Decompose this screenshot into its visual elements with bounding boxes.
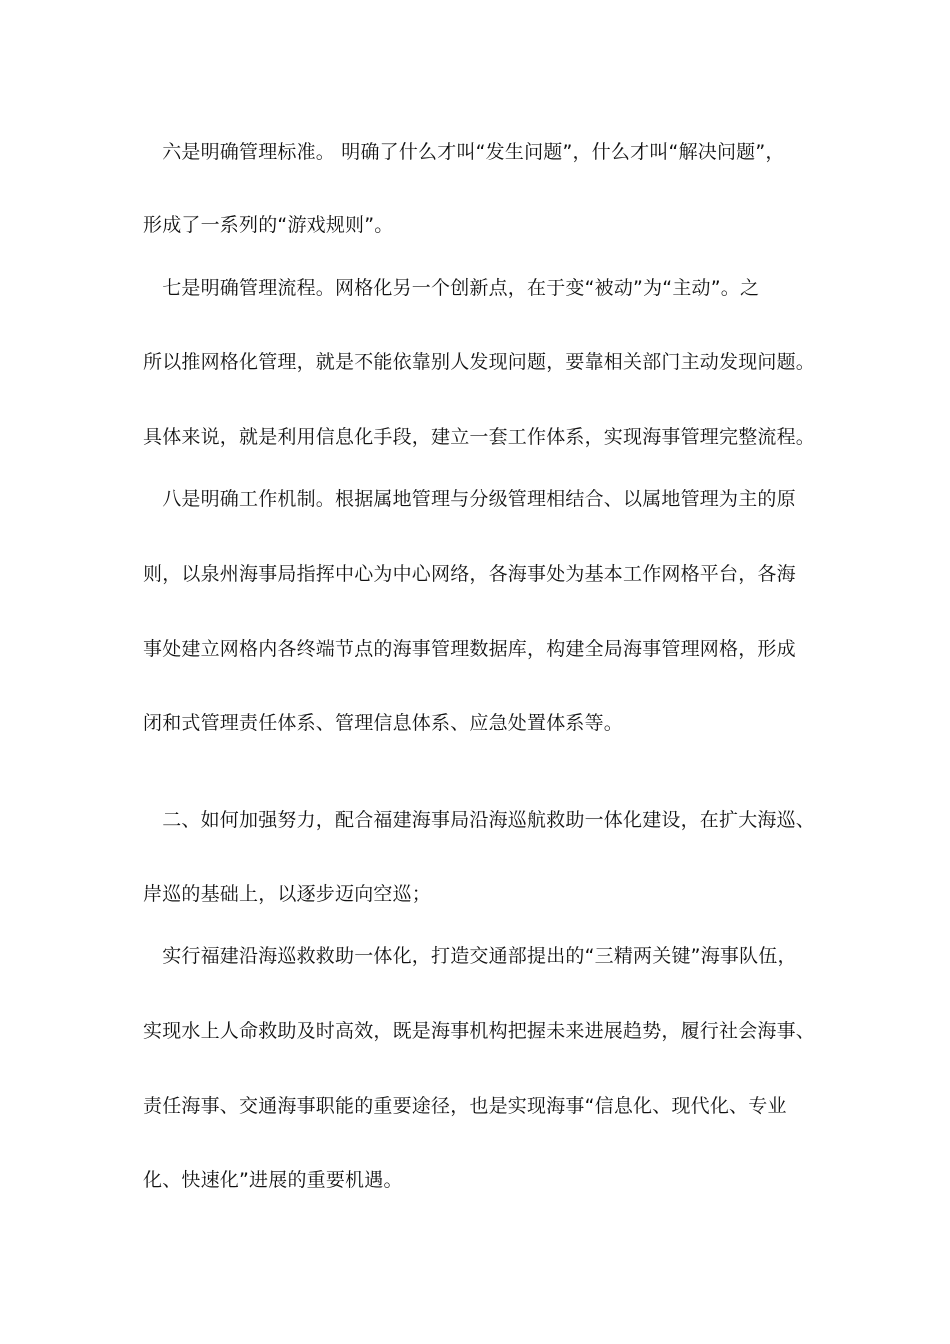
- text-line: 二、如何加强努力，配合福建海事局沿海巡航救助一体化建设，在扩大海巡、: [143, 809, 816, 831]
- text-line: 八是明确工作机制。根据属地管理与分级管理相结合、以属地管理为主的原: [143, 488, 796, 510]
- text-line: 岸巡的基础上，以逐步迈向空巡；: [143, 883, 432, 905]
- text-line: 责任海事、交通海事职能的重要途径，也是实现海事“信息化、现代化、专业: [143, 1095, 787, 1117]
- text-line: 实行福建沿海巡救救助一体化，打造交通部提出的“三精两关键”海事队伍，: [143, 945, 797, 967]
- text-line: 形成了一系列的“游戏规则”。: [143, 214, 394, 236]
- text-line: 实现水上人命救助及时高效，既是海事机构把握未来进展趋势，履行社会海事、: [143, 1020, 816, 1042]
- text-line: 事处建立网格内各终端节点的海事管理数据库，构建全局海事管理网格，形成: [143, 638, 796, 660]
- text-line: 闭和式管理责任体系、管理信息体系、应急处置体系等。: [143, 712, 624, 734]
- text-line: 化、快速化”进展的重要机遇。: [143, 1169, 403, 1191]
- text-line: 七是明确管理流程。网格化另一个创新点，在于变“被动”为“主动”。之: [143, 277, 760, 299]
- text-line: 则，以泉州海事局指挥中心为中心网络，各海事处为基本工作网格平台，各海: [143, 563, 796, 585]
- text-line: 六是明确管理标准。 明确了什么才叫“发生问题”，什么才叫“解决问题”，: [143, 141, 785, 163]
- text-line: 所以推网格化管理，就是不能依靠别人发现问题，要靠相关部门主动发现问题。: [143, 351, 816, 373]
- text-line: 具体来说，就是利用信息化手段，建立一套工作体系，实现海事管理完整流程。: [143, 426, 816, 448]
